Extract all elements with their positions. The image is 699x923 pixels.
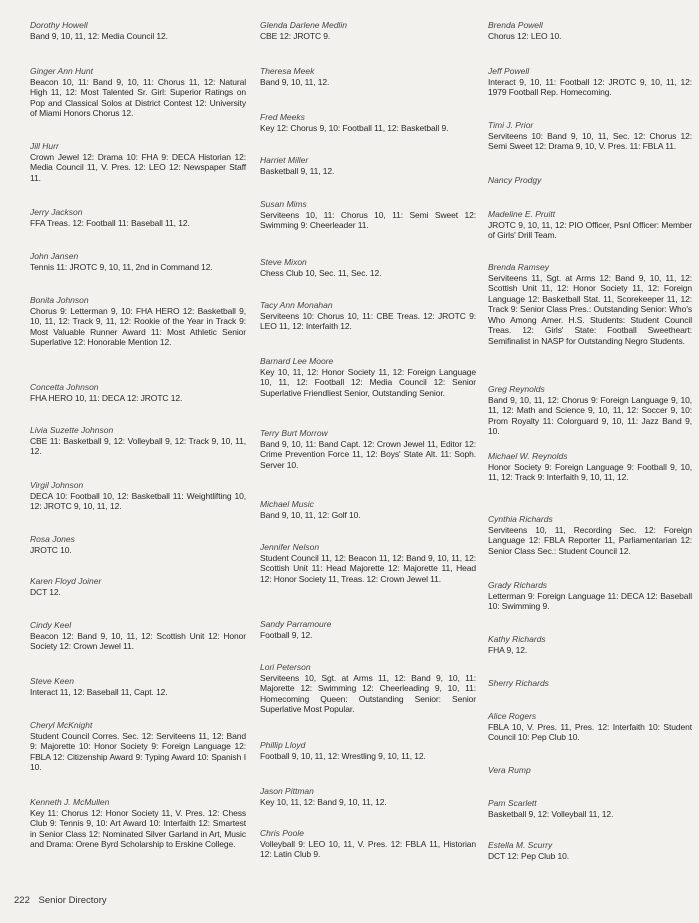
directory-entry [260, 356, 476, 398]
directory-entry [488, 262, 692, 346]
student-activities: Interact 11, 12: Baseball 11, Capt. 12. [30, 686, 168, 697]
directory-entry [260, 428, 476, 470]
student-activities: Chorus 9: Letterman 9, 10: FHA HERO 12: Basketball 9, 10, 11, 12: Track 9, 11, 12: Rookie of the Year in Track 9: Most Valuable Runner Award 11: Most Athletic Senior Superlative 12: Honorable Mention 12. [30, 305, 246, 347]
student-activities: FHA HERO 10, 11: DECA 12: JROTC 12. [30, 392, 183, 403]
student-name: Ginger Ann Hunt [30, 66, 93, 76]
student-name: Terry Burt Morrow [260, 428, 328, 438]
student-name: Sandy Parramoure [260, 619, 332, 629]
student-name: Steve Keen [30, 676, 74, 686]
student-name: Cindy Keel [30, 620, 72, 630]
student-name: Grady Richards [488, 580, 548, 590]
student-name: Estella M. Scurry [488, 840, 553, 850]
student-name: Livia Suzette Johnson [30, 425, 114, 435]
student-name: Brenda Ramsey [488, 262, 549, 272]
directory-entry [488, 678, 692, 689]
directory-entry [30, 382, 246, 403]
student-activities: Serviteens 10: Band 9, 10, 11, Sec. 12: Chorus 12: Semi Sweet 12: Drama 9, 10, V. Pres. 11: FBLA 11. [488, 130, 692, 151]
student-activities: Chorus 12: LEO 10. [488, 30, 562, 41]
student-name: Alice Rogers [488, 711, 537, 721]
student-name: Tacy Ann Monahan [260, 300, 333, 310]
directory-entry [30, 676, 246, 697]
directory-entry [30, 66, 246, 119]
student-activities: Band 9, 10, 11, 12: Media Council 12. [30, 30, 168, 41]
student-name: John Jansen [30, 251, 79, 261]
student-activities: Basketball 9, 12: Volleyball 11, 12. [488, 808, 614, 819]
directory-entry [30, 425, 246, 457]
student-activities: Serviteens 10: Chorus 10, 11: CBE Treas. 12: JROTC 9: LEO 11, 12: Interfaith 12. [260, 310, 476, 331]
directory-entry [30, 720, 246, 773]
student-name: Fred Meeks [260, 112, 305, 122]
directory-entry [488, 20, 692, 41]
directory-entry [488, 120, 692, 152]
directory-entry [488, 840, 692, 861]
student-name: Cheryl McKnight [30, 720, 93, 730]
directory-entry [260, 662, 476, 715]
directory-entry [260, 499, 476, 520]
directory-entry [260, 619, 476, 640]
directory-entry [260, 20, 476, 41]
student-activities: Football 9, 12. [260, 629, 313, 640]
directory-entry [488, 175, 692, 186]
directory-entry [260, 740, 476, 761]
directory-entry [30, 480, 246, 512]
student-activities: Beacon 12: Band 9, 10, 11, 12: Scottish Unit 12: Honor Society 12: Crown Jewel 11. [30, 630, 246, 651]
directory-entry [30, 797, 246, 850]
student-activities: Key 10, 11, 12: Band 9, 10, 11, 12. [260, 796, 387, 807]
directory-entry [30, 207, 246, 228]
student-activities: JROTC 9, 10, 11, 12: PIO Officer, Psnl Officer: Member of Girls' Drill Team. [488, 219, 692, 240]
student-activities: JROTC 10. [30, 544, 72, 555]
directory-entry [260, 66, 476, 87]
student-name: Virgil Johnson [30, 480, 84, 490]
student-activities: Honor Society 9: Foreign Language 9: Football 9, 10, 11, 12: Track 9: Interfaith 9, 10, 11, 12. [488, 461, 692, 482]
student-name: Karen Floyd Joiner [30, 576, 102, 586]
student-name: Michael W. Reynolds [488, 451, 568, 461]
page-number: 222 [14, 895, 30, 906]
directory-entry [30, 534, 246, 555]
student-name: Susan Mims [260, 199, 307, 209]
student-name: Glenda Darlene Medlin [260, 20, 347, 30]
student-name: Harriet Miller [260, 155, 309, 165]
student-activities: Beacon 10, 11: Band 9, 10, 11: Chorus 11, 12: Natural High 11, 12: Most Talented Sr. Girl: Superior Ratings on Pop and Classical Solos at District Contest 12: University of Miami Honors Chorus 12. [30, 76, 246, 118]
student-activities: Key 10, 11, 12: Honor Society 11, 12: Foreign Language 10, 11, 12: Football 12: Media Council 12: Senior Superlative Friendliest Senior, Outstanding Senior. [260, 366, 476, 398]
student-activities: Tennis 11: JROTC 9, 10, 11, 2nd in Command 12. [30, 261, 213, 272]
directory-entry [488, 209, 692, 241]
student-activities: Serviteens 11, Sgt. at Arms 12: Band 9, 10, 11, 12: Scottish Unit 11, 12: Honor Society 11, 12: Foreign Language 12: Basketball Stat. 11, Scorekeeper 11, 12: Track 9: Senior Class Pres.: Outstanding Senior: Who's Who Among Amer. H.S. Students: Student Council Treas. 12: Girls' State: Football Sweetheart: Semifinalist in NASP for Outstanding Negro Students. [488, 272, 692, 346]
directory-entry [260, 155, 476, 176]
student-name: Jason Pittman [260, 786, 314, 796]
directory-entry [260, 112, 476, 133]
directory-entry [30, 620, 246, 652]
student-name: Barnard Lee Moore [260, 356, 334, 366]
directory-entry [488, 798, 692, 819]
directory-entry [260, 786, 476, 807]
student-activities: Basketball 9, 11, 12. [260, 165, 335, 176]
student-activities: DCT 12: Pep Club 10. [488, 850, 569, 861]
student-name: Phillip Lloyd [260, 740, 306, 750]
student-activities: Serviteens 10, 11, Recording Sec. 12: Foreign Language 12: FBLA Reporter 11, Parliamentarian 12: Senior Class Sec.: Student Council 12. [488, 524, 692, 556]
student-name: Greg Reynolds [488, 384, 545, 394]
page-footer [14, 895, 107, 906]
student-activities: Band 9, 10, 11, 12: Golf 10. [260, 509, 361, 520]
student-activities: Volleyball 9: LEO 10, 11, V. Pres. 12: FBLA 11, Historian 12: Latin Club 9. [260, 838, 476, 859]
student-activities: FHA 9, 12. [488, 644, 528, 655]
student-activities: Crown Jewel 12: Drama 10: FHA 9: DECA Historian 12: Media Council 11, V. Pres. 12: LEO 12: Newspaper Staff 11. [30, 151, 246, 183]
student-name: Steve Mixon [260, 257, 307, 267]
student-activities: Student Council Corres. Sec. 12: Serviteens 11, 12: Band 9: Majorette 10: Honor Society 9: Foreign Language 12: FBLA 12: Citizenship Award 9: Typing Award 10: Spanish I 10. [30, 730, 246, 772]
directory-entry [488, 711, 692, 743]
student-activities: DCT 12. [30, 586, 61, 597]
student-activities: Band 9, 10, 11: Band Capt. 12: Crown Jewel 11, Editor 12: Crime Prevention Force 11, 12: Boys' State Alt. 11: Soph. Server 10. [260, 438, 476, 470]
student-name: Jeff Powell [488, 66, 530, 76]
student-activities: Serviteens 10, 11: Chorus 10, 11: Semi Sweet 12: Swimming 9: Cheerleader 11. [260, 209, 476, 230]
student-name: Chris Poole [260, 828, 304, 838]
student-name: Kathy Richards [488, 634, 546, 644]
directory-entry [488, 580, 692, 612]
directory-entry [488, 514, 692, 556]
student-activities: Student Council 11, 12: Beacon 11, 12: Band 9, 10, 11, 12: Scottish Unit 11: Head Majorette 12: Majorette 11, Head 12: Honor Society 11, Treas. 12: Crown Jewel 11. [260, 552, 476, 584]
student-name: Lori Peterson [260, 662, 311, 672]
student-name: Madeline E. Pruitt [488, 209, 556, 219]
directory-entry [488, 451, 692, 483]
directory-entry [30, 141, 246, 183]
student-name: Bonita Johnson [30, 295, 89, 305]
student-name: Jerry Jackson [30, 207, 83, 217]
student-name: Jill Hurr [30, 141, 59, 151]
student-activities: Chess Club 10, Sec. 11, Sec. 12. [260, 267, 382, 278]
section-title: Senior Directory [38, 895, 107, 906]
student-activities: CBE 12: JROTC 9. [260, 30, 331, 41]
student-activities: CBE 11: Basketball 9, 12: Volleyball 9, 12: Track 9, 10, 11, 12. [30, 435, 246, 456]
student-name: Michael Music [260, 499, 314, 509]
student-activities: Band 9, 10, 11, 12. [260, 76, 330, 87]
student-name: Cynthia Richards [488, 514, 553, 524]
student-name: Rosa Jones [30, 534, 75, 544]
directory-entry [260, 199, 476, 231]
directory-entry [260, 300, 476, 332]
student-activities: Key 11: Chorus 12: Honor Society 11, V. Pres. 12: Chess Club 9: Tennis 9, 10: Art Award 10: Interfaith 12: Smartest in Senior Class 12: Nominated Silver Garland in Art, Music and Drama: Orene Byrd Scholarship to Erskine College. [30, 807, 246, 849]
directory-entry [488, 384, 692, 437]
student-name: Kenneth J. McMullen [30, 797, 110, 807]
directory-entry [30, 251, 246, 272]
student-name: Jennifer Nelson [260, 542, 320, 552]
directory-entry [30, 576, 246, 597]
student-name: Concetta Johnson [30, 382, 99, 392]
student-name: Pam Scarlett [488, 798, 537, 808]
student-activities: DECA 10: Football 10, 12: Basketball 11: Weightlifting 10, 12: JROTC 9, 10, 11, 12. [30, 490, 246, 511]
directory-entry [30, 20, 246, 41]
student-name: Timi J. Prior [488, 120, 534, 130]
student-name: Vera Rump [488, 765, 531, 775]
student-activities: Key 12: Chorus 9, 10: Football 11, 12: Basketball 9. [260, 122, 449, 133]
directory-entry [488, 66, 692, 98]
student-activities: Interact 9, 10, 11: Football 12: JROTC 9, 10, 11, 12: 1979 Football Rep. Homecoming. [488, 76, 692, 97]
student-activities: Band 9, 10, 11, 12: Chorus 9: Foreign Language 9, 10, 11, 12: Math and Science 9, 10, 11, 12: Soccer 9, 10: Prom Royalty 11: Colorguard 9, 10, 11: Jazz Band 9, 10. [488, 394, 692, 436]
directory-entry [488, 634, 692, 655]
student-activities: Serviteens 10, Sgt. at Arms 11, 12: Band 9, 10, 11: Majorette 12: Swimming 12: Cheerleading 9, 10, 11: Homecoming Queen: Outstanding Senior: Senior Superlative Most Popular. [260, 672, 476, 714]
directory-entry [488, 765, 692, 776]
student-name: Nancy Prodgy [488, 175, 542, 185]
student-activities: Letterman 9: Foreign Language 11: DECA 12: Baseball 10: Swimming 9. [488, 590, 692, 611]
student-activities: FBLA 10, V. Pres. 11, Pres. 12: Interfaith 10: Student Council 10: Pep Club 10. [488, 721, 692, 742]
directory-entry [30, 295, 246, 348]
student-name: Sherry Richards [488, 678, 549, 688]
student-activities: FFA Treas. 12: Football 11: Baseball 11, 12. [30, 217, 190, 228]
student-name: Theresa Meek [260, 66, 315, 76]
student-name: Dorothy Howell [30, 20, 88, 30]
directory-entry [260, 257, 476, 278]
directory-entry [260, 542, 476, 584]
student-name: Brenda Powell [488, 20, 543, 30]
student-activities: Football 9, 10, 11, 12: Wrestling 9, 10, 11, 12. [260, 750, 426, 761]
directory-entry [260, 828, 476, 860]
